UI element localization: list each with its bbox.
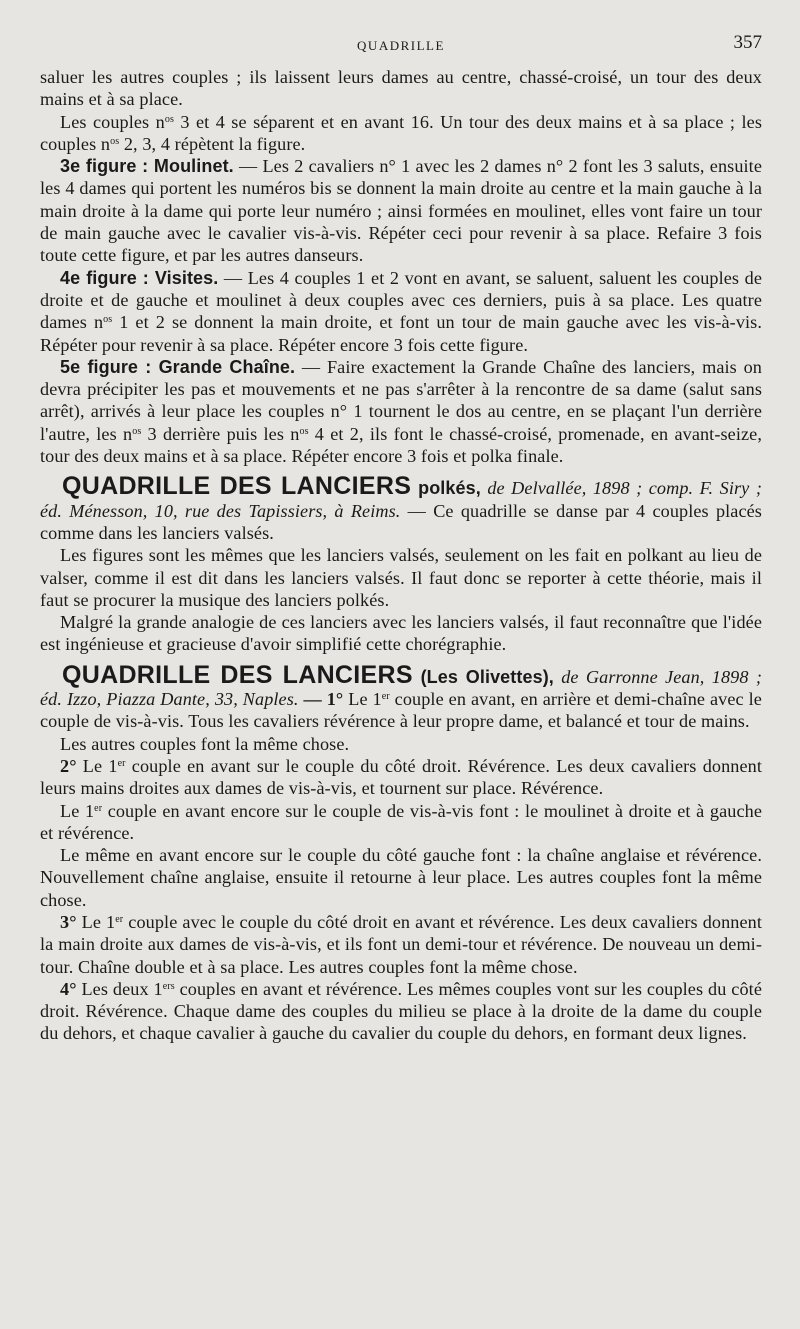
running-head (40, 30, 762, 66)
page-number: 357 (733, 32, 762, 53)
section-lanciers-olivettes (40, 660, 763, 1045)
section-credit: de Delvallée, 1898 ; comp. F. Siry ; éd. Ménesson, 10, rue des Tapissiers, à Reims. (40, 478, 762, 521)
section-subtitle: (Les Olivettes), (412, 666, 554, 687)
section-subtitle: polkés, (411, 478, 481, 499)
paragraph-continuation: saluer les autres couples ; ils laissent leurs dames au centre, chassé-croisé, un tour des deux mains et à sa place. (40, 67, 762, 110)
figure-4-title: 4e figure : Visites. (60, 267, 219, 288)
paragraph-figure-4: 4e figure : Visites. — Les 4 couples 1 et 2 vont en avant, se saluent, saluent les couples de droite et de gauche et moulinet à deux couples avec ces derniers, puis à sa place. Les quatre dames $n^{os}$ 1 et 2 se donnent la main droite, et font un tour de main gauche avec les vis-à-vis. Répéter pour revenir à sa place. Répéter encore 3 fois cette figure. (40, 267, 762, 355)
paragraph: Le 1er couple en avant encore sur le couple de vis-à-vis font : le moulinet à droite et à gauche et révérence. (40, 800, 762, 843)
paragraph: Les autres couples font la même chose. (60, 733, 350, 754)
paragraph-figure-2: 2° Le 1er couple en avant sur le couple du côté droit. Révérence. Les deux cavaliers donnent leurs mains droites aux dames de vis-à-vis, et tournent sur place. Révérence. (40, 755, 762, 799)
paragraph-figure-5: 5e figure : Grande Chaîne. — Faire exactement la Grande Chaîne des lanciers, mais on devra précipiter les pas et mouvements et ne pas s'arrêter à la rencontre de sa dame (salut sans arrêt), arrivés à leur place les couples n° 1 tournent le dos au centre, en se plaçant l'un derrière l'autre, les $n^{os}$ 3 derrière puis les $n^{os}$ 4 et 2, ils font le chassé-croisé, promenade, en avant-seize, tour des deux mains et à sa place. Répéter encore 3 fois et polka finale. (40, 356, 762, 467)
paragraph: Le même en avant encore sur le couple du côté gauche font : la chaîne anglaise et révérence. Nouvellement chaîne anglaise, ensuite il retourne à leur place. Les autres couples font la même chose. (40, 845, 762, 910)
paragraph: Malgré la grande analogie de ces lanciers avec les lanciers valsés, il faut reconnaître que l'idée est ingénieuse et gracieuse d'avoir simplifié cette chorégraphie. (40, 612, 762, 655)
paragraph: Les figures sont les mêmes que les lanciers valsés, seulement on les fait en polkant au lieu de valser, comme il est dit dans les lanciers valsés. Il faut donc se reporter à cette théorie, mais il faut se procurer la musique des lanciers polkés. (40, 545, 762, 610)
paragraph-figure-3: 3° Le 1er couple avec le couple du côté droit en avant et révérence. Les deux cavaliers donnent la main droite aux dames de vis-à-vis, et ils font un demi-tour et révérence. De nouveau un demi-tour. Chaîne double et à sa place. Les autres couples font la même chose. (40, 911, 763, 977)
paragraph-couples-3-4: Les couples $n^{os}$ 3 et 4 se séparent et en avant 16. Un tour des deux mains et à sa place ; les couples $n^{os}$ 2, 3, 4 répètent la figure. (40, 111, 762, 154)
figure-5-title: 5e figure : Grande Chaîne. (60, 356, 296, 377)
section-heading: QUADRILLE DES LANCIERS polkés, de Delvallée, 1898 ; comp. F. Siry ; éd. Ménesson, 10, rue des Tapissiers, à Reims. — Ce quadrille se danse par 4 couples placés comme dans les lanciers valsés. (40, 472, 762, 543)
page-body (40, 66, 762, 1045)
section-lanciers-polkes (40, 472, 762, 655)
section-title: QUADRILLE DES LANCIERS (62, 472, 412, 501)
paragraph-figure-3: 3e figure : Moulinet. — Les 2 cavaliers n° 1 avec les 2 dames n° 2 font les 3 saluts, ensuite les 4 dames qui portent les numéros bis se donnent la main droite au centre et la main gauche à la main droite à la dame qui porte leur numéro ; ainsi formées en moulinet, elles vont faire un tour de main gauche avec le cavalier vis-à-vis. Répéter ceci pour revenir à sa place. Refaire 3 fois toute cette figure, et par les autres danseurs. (40, 156, 762, 266)
section-title: QUADRILLE DES LANCIERS (62, 660, 413, 689)
section-credit: de Garronne Jean, 1898 ; éd. Izzo, Piazza Dante, 33, Naples. (40, 666, 762, 710)
figure-3-title: 3e figure : Moulinet. (60, 156, 234, 177)
paragraph-figure-4: 4° Les deux 1ers couples en avant et révérence. Les mêmes couples vont sur les couples du côté droit. Révérence. Chaque dame des couples du milieu se place à la droite de la dame du couple du dehors, et chaque cavalier à gauche du cavalier du couple du dehors, en formant deux lignes. (40, 978, 762, 1044)
running-title: QUADRILLE (357, 38, 445, 53)
section-heading: QUADRILLE DES LANCIERS (Les Olivettes), de Garronne Jean, 1898 ; éd. Izzo, Piazza Dante, 33, Naples. — 1° Le 1er couple en avant, en arrière et demi-chaîne avec le couple de vis-à-vis. Tous les cavaliers révérence à leur propre dame, et balancé et tour de mains. (40, 660, 762, 732)
